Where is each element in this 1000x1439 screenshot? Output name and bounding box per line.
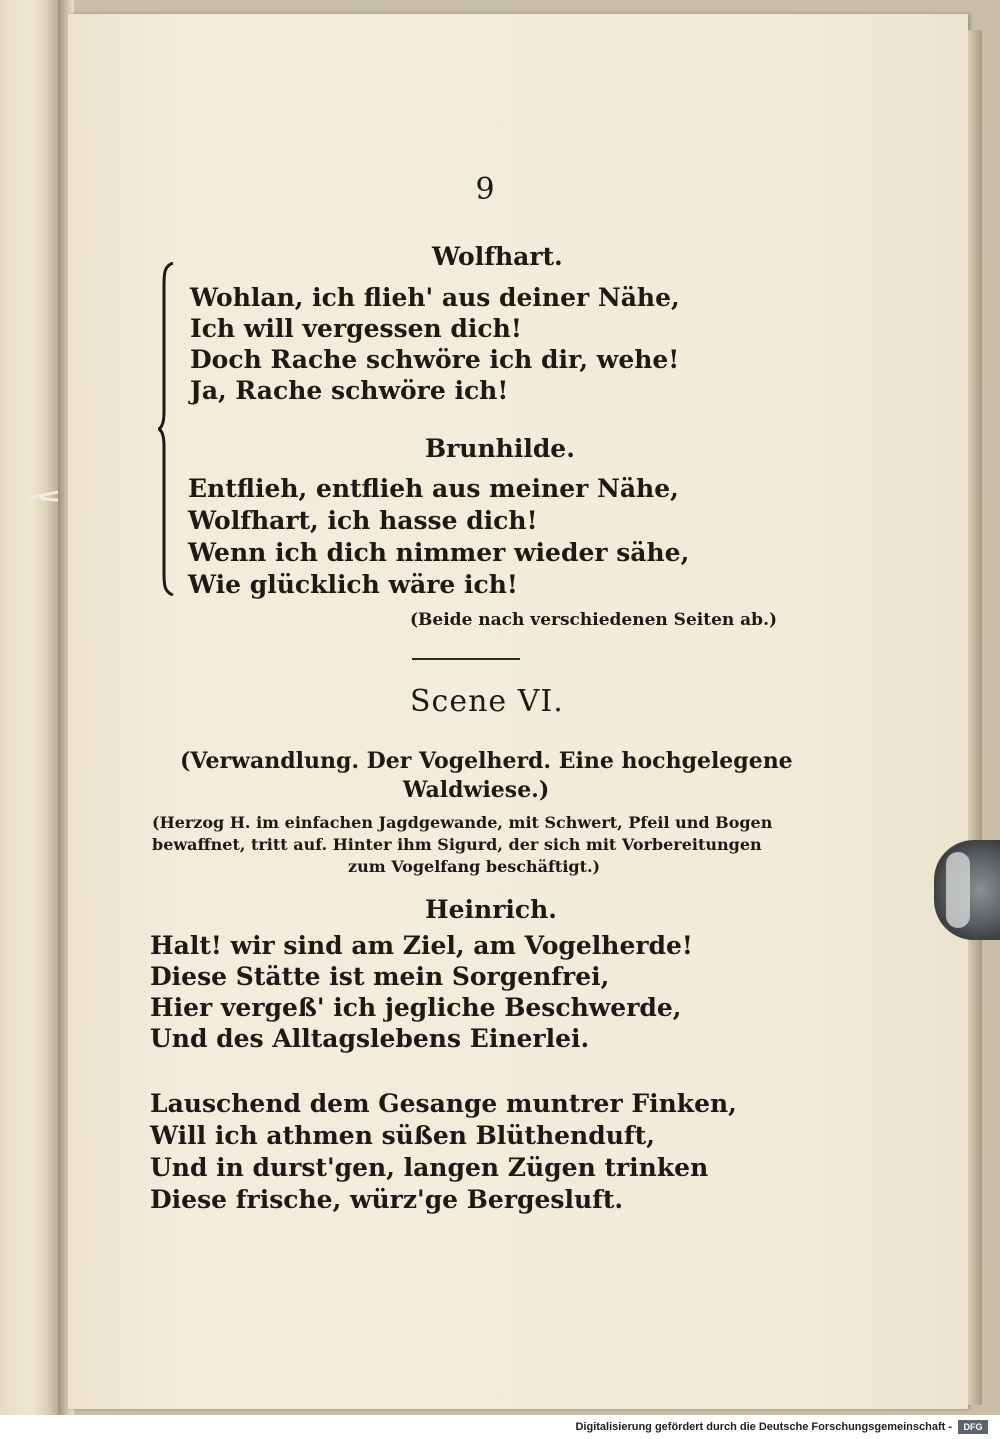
verse-line: Doch Rache schwöre ich dir, wehe! [190, 345, 680, 374]
page-number: 9 [475, 172, 495, 207]
stage-direction: (Herzog H. im einfachen Jagdgewande, mit Schwert, Pfeil und Bogen [152, 813, 773, 832]
verse-line: Halt! wir sind am Ziel, am Vogelherde! [150, 931, 693, 960]
scene-title: Scene VI. [410, 684, 564, 719]
funding-notice: Digitalisierung gefördert durch die Deutsche Forschungsgemeinschaft - [575, 1421, 952, 1433]
verse-line: Diese Stätte ist mein Sorgenfrei, [150, 962, 610, 991]
section-divider [412, 658, 520, 660]
scene-description: (Verwandlung. Der Vogelherd. Eine hochgelegene [180, 748, 793, 774]
verse-line: Lauschend dem Gesange muntrer Finken, [150, 1089, 737, 1118]
verse-line: Ja, Rache schwöre ich! [190, 376, 509, 405]
speaker-heinrich: Heinrich. [425, 895, 557, 924]
verse-line: Hier vergeß' ich jegliche Beschwerde, [150, 993, 682, 1022]
verse-line: Will ich athmen süßen Blüthenduft, [150, 1121, 655, 1150]
scene-description: Waldwiese.) [402, 777, 550, 803]
page-stack-edge [968, 30, 982, 1405]
verse-line: Und des Alltagslebens Einerlei. [150, 1024, 590, 1053]
verse-line: Ich will vergessen dich! [190, 314, 522, 343]
verse-line: Wohlan, ich flieh' aus deiner Nähe, [190, 283, 680, 312]
stage-direction: bewaffnet, tritt auf. Hinter ihm Sigurd, der sich mit Vorbereitungen [152, 835, 762, 854]
stage-direction: zum Vogelfang beschäftigt.) [348, 857, 601, 876]
verse-line: Entflieh, entflieh aus meiner Nähe, [188, 474, 679, 503]
page-clip-highlight [946, 852, 970, 928]
curly-brace-icon [158, 262, 174, 596]
verse-line: Und in durst'gen, langen Zügen trinken [150, 1153, 709, 1182]
stage-direction-exit: (Beide nach verschiedenen Seiten ab.) [410, 610, 778, 630]
dfg-logo: DFG [958, 1420, 988, 1434]
speaker-wolfhart: Wolfhart. [432, 242, 563, 271]
speaker-brunhilde: Brunhilde. [425, 434, 575, 463]
verse-line: Wie glücklich wäre ich! [188, 570, 518, 599]
footer-bar [0, 1416, 1000, 1439]
verse-line: Diese frische, würz'ge Bergesluft. [150, 1185, 624, 1214]
verse-line: Wolfhart, ich hasse dich! [188, 506, 538, 535]
previous-page-edge [0, 0, 58, 1415]
verse-line: Wenn ich dich nimmer wieder sähe, [188, 538, 690, 567]
